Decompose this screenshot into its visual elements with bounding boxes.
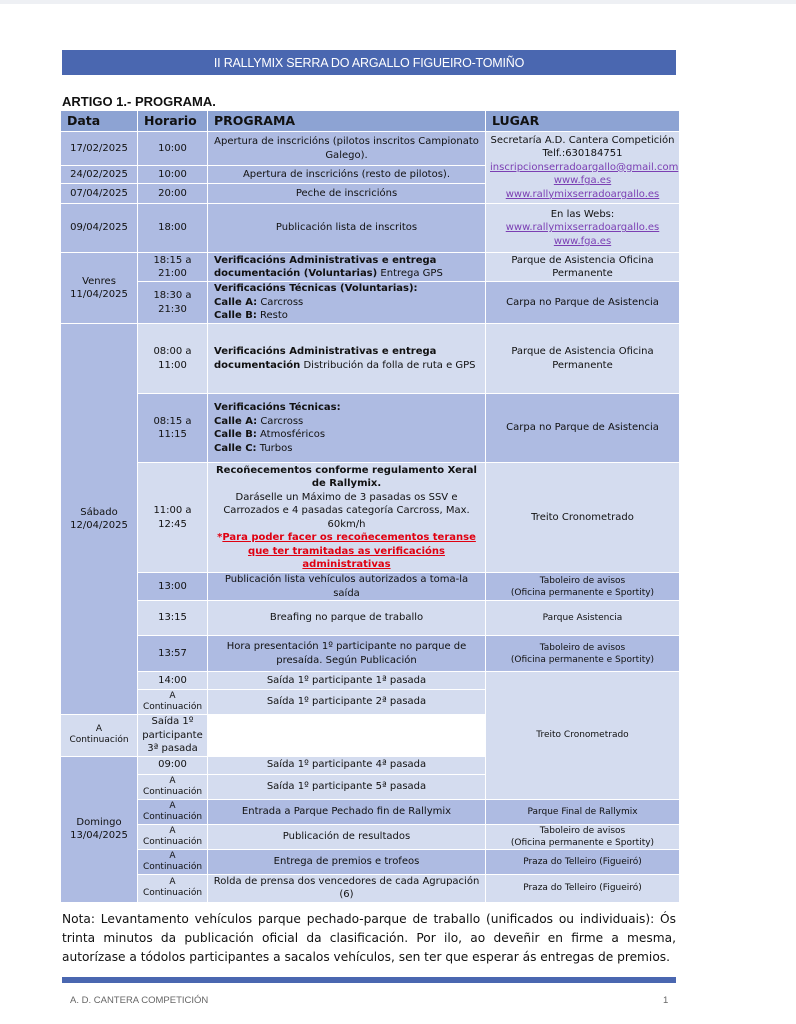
calle-label: Calle C: [214,442,257,454]
time-cell: 13:00 [138,573,208,601]
table-header-row [61,111,680,132]
footer-organization: A. D. CANTERA COMPETICIÓN [70,995,209,1006]
lugar-cell: Parque Asistencia [486,601,680,636]
program-rest: Distribución da folla de ruta e GPS [303,359,476,371]
calle-label: Calle B: [214,429,257,440]
date-cell [61,253,138,324]
table-row [61,573,680,601]
lugar-line: Taboleiro de avisos [539,575,626,586]
program-cell: Publicación lista de inscritos [208,204,486,253]
program-cell: Saída 1º participante 3ª pasada [138,715,208,757]
program-body: Daráselle un Máximo de 3 pasadas os SSV e Carrozados e 4 pasadas categoría Carcross, Max. 60km/h [223,491,470,530]
table-row [61,672,680,690]
lugar-cell [486,132,680,204]
warning-text: Para poder facer os recoñecementos teranse que ter tramitadas as verificacións administrativas [222,532,476,570]
lugar-line: (Oficina permanente e Sportity) [510,654,655,665]
time-cell [138,874,208,902]
time-cell: 09:00 [138,756,208,774]
time-cell: 13:57 [138,636,208,672]
time-start: 08:15 a [153,415,192,427]
time-end: 11:00 [158,359,187,371]
lugar-cell [486,204,680,253]
time-end: 21:00 [158,268,187,279]
time-cell: 20:00 [138,184,208,204]
table-row [61,636,680,672]
date-cell [61,324,138,715]
time-b: Continuación [142,861,203,872]
calle-value: Resto [260,310,288,322]
time-a: A [169,691,176,701]
lugar-cell: Carpa no Parque de Asistencia [486,394,680,463]
email-link[interactable]: inscripcionserradoargallo@gmail.com [490,161,679,173]
time-cell [138,463,208,573]
table-row [61,463,680,573]
time-a: A [169,800,176,811]
time-cell [138,253,208,282]
program-cell: Peche de inscricións [208,184,486,204]
table-row [61,282,680,324]
time-a: A [95,724,103,735]
program-cell: Breafing no parque de traballo [208,601,486,636]
time-cell [138,282,208,324]
table-row [61,324,680,394]
calle-value: Turbos [259,442,293,454]
program-cell [208,394,486,463]
program-table [60,110,680,903]
time-cell: 18:00 [138,204,208,253]
footnote: Nota: Levantamento vehículos parque pechado-parque de traballo (unificados ou individuais): Ós trinta minutos da publicación oficial da clasificación. Por ilo, ao deveñir en firme a mesma, autorízase a tódolos participantes a sacalos vehículos, sen ter que esperar ás entregas de premios. [62,912,676,964]
time-cell [138,324,208,394]
program-cell: Hora presentación 1º participante no parque de presaída. Según Publicación [208,636,486,672]
program-cell [208,324,486,394]
lugar-line: (Oficina permanente e Sportity) [510,837,655,848]
table-row [61,394,680,463]
program-cell: Publicación lista vehículos autorizados a toma-la saída [208,573,486,601]
lugar-cell: Praza do Telleiro (Figueiró) [486,874,680,902]
time-cell [138,774,208,799]
time-cell: 10:00 [138,132,208,166]
program-cell: Apertura de inscricións (pilotos inscritos Campionato Galego). [208,132,486,166]
time-start: 18:15 a [153,254,192,266]
date-cell: 07/04/2025 [61,184,138,204]
program-title: Recoñecementos conforme regulamento Xeral de Rallymix. [215,464,477,489]
date-cell [61,756,138,902]
lugar-cell: Treito Cronometrado [486,463,680,573]
table-row [61,799,680,824]
time-start: 08:00 a [153,346,192,357]
time-cell [138,849,208,874]
header-data: Data [61,111,138,132]
table-row [61,253,680,282]
program-cell [208,463,486,573]
time-b: Continuación [142,888,203,898]
program-cell: Saída 1º participante 4ª pasada [208,756,486,774]
top-strip [0,0,796,4]
program-cell: Saída 1º participante 5ª pasada [208,774,486,799]
time-cell: 13:15 [138,601,208,636]
header-programa: PROGRAMA [208,111,486,132]
lugar-line: Taboleiro de avisos [539,642,626,653]
calle-label: Calle A: [214,296,258,308]
header-lugar: LUGAR [486,111,680,132]
time-end: 21:30 [158,303,187,315]
table-row [61,874,680,902]
lugar-cell [486,636,680,672]
program-title: Verificacións Técnicas (Voluntarias): [214,283,418,295]
lugar-cell: Treito Cronometrado [486,672,680,800]
event-title-banner [62,50,676,75]
fga-link[interactable]: www.fga.es [553,175,612,187]
fga-link[interactable]: www.fga.es [553,235,612,247]
time-a: A [169,877,176,887]
time-cell: 14:00 [138,672,208,690]
day-date: 12/04/2025 [70,520,128,531]
program-cell [208,253,486,282]
date-cell: 17/02/2025 [61,132,138,166]
lugar-cell: Parque de Asistencia Oficina Permanente [486,324,680,394]
date-cell: 24/02/2025 [61,166,138,184]
program-cell: Saída 1º participante 1ª pasada [208,672,486,690]
program-cell: Entrega de premios e trofeos [208,849,486,874]
day-date: 11/04/2025 [70,289,128,300]
program-cell: Apertura de inscricións (resto de pilotos). [208,166,486,184]
lugar-line: Taboleiro de avisos [539,825,626,836]
date-cell: 09/04/2025 [61,204,138,253]
time-b: Continuación [142,811,203,822]
footer-bar [62,977,676,983]
lugar-cell: Praza do Telleiro (Figueiró) [486,849,680,874]
lugar-line: Secretaría A.D. Cantera Competición [490,134,675,146]
day-name: Sábado [80,506,118,518]
lugar-cell [486,573,680,601]
time-cell [138,690,208,715]
program-bold: Verificacións Administrativas e entrega documentación (Voluntarias) [214,254,437,279]
program-cell [208,282,486,324]
table-row [61,204,680,253]
program-title: Verificacións Técnicas: [214,402,341,413]
table-row [61,824,680,849]
time-a: A [169,825,176,836]
lugar-cell: Parque Final de Rallymix [486,799,680,824]
day-name: Domingo [76,816,122,828]
calle-label: Calle A: [214,415,258,427]
rallymix-link[interactable]: www.rallymixserradoargallo.es [505,222,660,234]
table-row [61,849,680,874]
time-b: Continuación [69,735,129,746]
day-date: 13/04/2025 [70,830,128,841]
time-b: Continuación [142,786,203,797]
program-bold: Verificacións Administrativas e entrega documentación [214,346,437,371]
lugar-cell: Carpa no Parque de Asistencia [486,282,680,324]
time-end: 12:45 [158,518,187,530]
calle-value: Atmosféricos [260,429,326,440]
time-cell [138,824,208,849]
program-cell: Saída 1º participante 2ª pasada [208,690,486,715]
header-horario: Horario [138,111,208,132]
time-b: Continuación [142,702,203,712]
table-row [61,601,680,636]
time-a: A [169,850,176,861]
day-name: Venres [82,275,116,287]
time-start: 18:30 a [153,290,192,301]
calle-value: Carcross [260,296,304,308]
program-cell: Entrada a Parque Pechado fin de Rallymix [208,799,486,824]
lugar-line: En las Webs: [550,208,615,220]
section-title: ARTIGO 1.- PROGRAMA. [62,94,216,109]
time-a: A [169,775,176,786]
lugar-phone: Telf.:630184751 [542,148,623,160]
event-title: II RALLYMIX SERRA DO ARGALLO FIGUEIRO-TOMIÑO [213,55,525,70]
asterisk: * [217,532,223,543]
calle-value: Carcross [260,415,304,427]
lugar-line: (Oficina permanente e Sportity) [510,587,655,598]
time-cell [138,799,208,824]
program-rest: Entrega GPS [380,268,443,279]
time-cell: 10:00 [138,166,208,184]
rallymix-link[interactable]: www.rallymixserradoargallo.es [505,188,660,200]
time-end: 11:15 [158,429,187,440]
time-cell [61,715,138,757]
page-number: 1 [663,995,669,1006]
program-cell: Publicación de resultados [208,824,486,849]
time-start: 11:00 a [153,505,192,516]
lugar-cell: Parque de Asistencia Oficina Permanente [486,253,680,282]
program-cell: Rolda de prensa dos vencedores de cada Agrupación (6) [208,874,486,902]
lugar-cell [486,824,680,849]
table-row [61,132,680,166]
time-cell [138,394,208,463]
calle-label: Calle B: [214,310,257,322]
time-b: Continuación [142,836,203,847]
